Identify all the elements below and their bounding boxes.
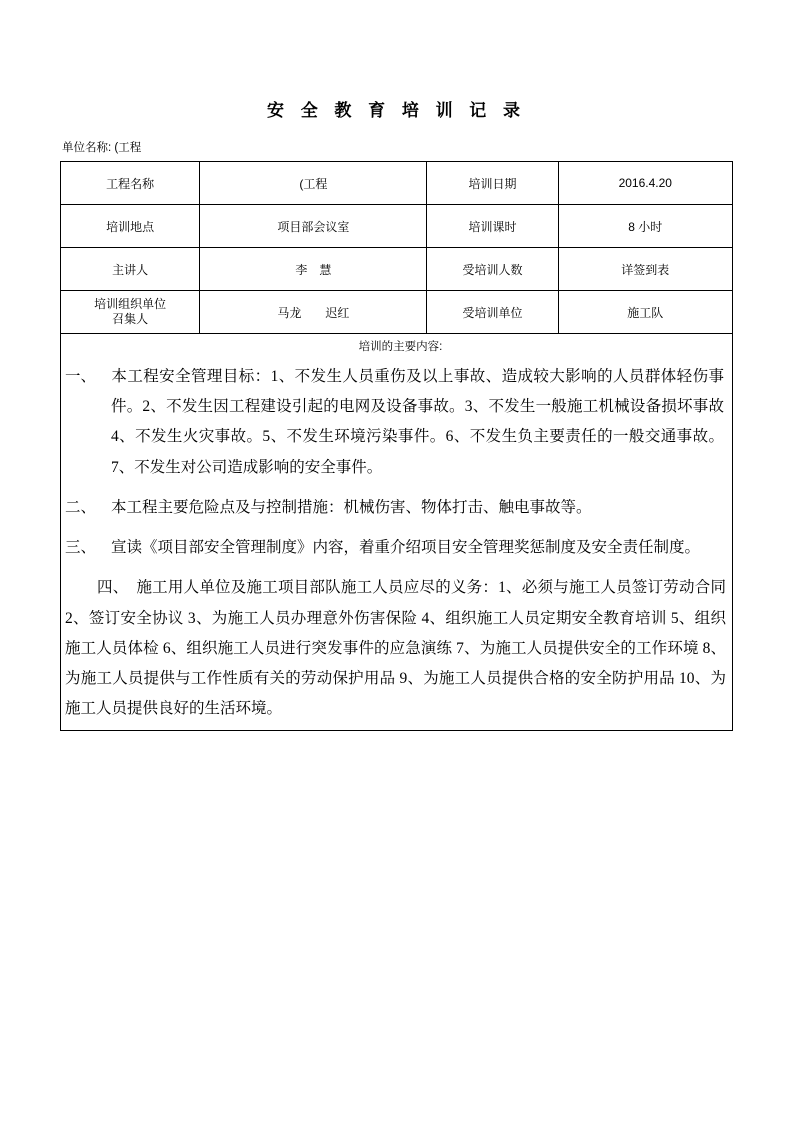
organizer-label: [61, 291, 200, 334]
trainee-count-value: 详签到表: [558, 248, 732, 291]
content-paragraph-2: [65, 493, 728, 523]
project-name-value: (工程: [200, 162, 427, 205]
content-paragraph-1-number: 一、: [65, 368, 97, 385]
training-place-label: 培训地点: [61, 205, 200, 248]
content-paragraph-1-text: 本工程安全管理目标：1、不发生人员重伤及以上事故、造成较大影响的人员群体轻伤事件。2、不发生因工程建设引起的电网及设备事故。3、不发生一般施工机械设备损坏事故 4、不发生火灾事故。5、不发生环境污染事件。6、不发生负主要责任的一般交通事故。7、不发生对公司造成影响的安全事件。: [111, 368, 724, 476]
training-hours-value: 8 小时: [558, 205, 732, 248]
content-paragraph-1: [65, 362, 728, 483]
training-content-cell: [61, 334, 733, 731]
unit-name-line: 单位名称: (工程: [62, 142, 142, 154]
content-paragraph-4: [65, 573, 728, 724]
trainee-unit-label: 受培训单位: [427, 291, 558, 334]
lecturer-label: 主讲人: [61, 248, 200, 291]
content-paragraph-4-number: 四、: [97, 579, 121, 597]
page-title: 安 全 教 育 培 训 记 录: [266, 101, 527, 120]
training-record-table: [60, 161, 733, 731]
table-row: [61, 248, 733, 291]
trainee-count-label: 受培训人数: [427, 248, 558, 291]
content-row: [61, 334, 733, 731]
organizer-value: 马龙 迟红: [200, 291, 427, 334]
content-paragraph-3: [65, 533, 728, 563]
table-row: [61, 291, 733, 334]
organizer-label-line2: 召集人: [112, 312, 149, 326]
content-paragraph-2-number: 二、: [65, 498, 97, 516]
training-date-label: 培训日期: [427, 162, 558, 205]
project-name-label: 工程名称: [61, 162, 200, 205]
training-hours-label: 培训课时: [427, 205, 558, 248]
table-row: [61, 162, 733, 205]
table-row: [61, 205, 733, 248]
organizer-label-line1: 培训组织单位: [94, 297, 167, 311]
content-paragraph-3-number: 三、: [65, 539, 97, 557]
training-place-value: 项目部会议室: [200, 205, 427, 248]
training-date-value: 2016.4.20: [558, 162, 732, 205]
content-paragraph-2-text: 本工程主要危险点及与控制措施：机械伤害、物体打击、触电事故等。: [111, 498, 592, 516]
trainee-unit-value: 施工队: [558, 291, 732, 334]
lecturer-value: 李 慧: [200, 248, 427, 291]
content-paragraph-3-text: 宣读《项目部安全管理制度》内容，着重介绍项目安全管理奖惩制度及安全责任制度。: [111, 539, 701, 557]
content-heading: 培训的主要内容:: [358, 341, 443, 353]
content-paragraph-4-text: 施工用人单位及施工项目部队施工人员应尽的义务：1、必须与施工人员签订劳动合同 2、签订安全协议 3、为施工人员办理意外伤害保险 4、组织施工人员定期安全教育培训 5、组织施工人员体检 6、组织施工人员进行突发事件的应急演练 7、为施工人员提供安全的工作环境 8、为施工人员提供与工作性质有关的劳动保护用品 9、为施工人员提供合格的安全防护用品 10、为施工人员提供良好的生活环境。: [65, 579, 726, 718]
